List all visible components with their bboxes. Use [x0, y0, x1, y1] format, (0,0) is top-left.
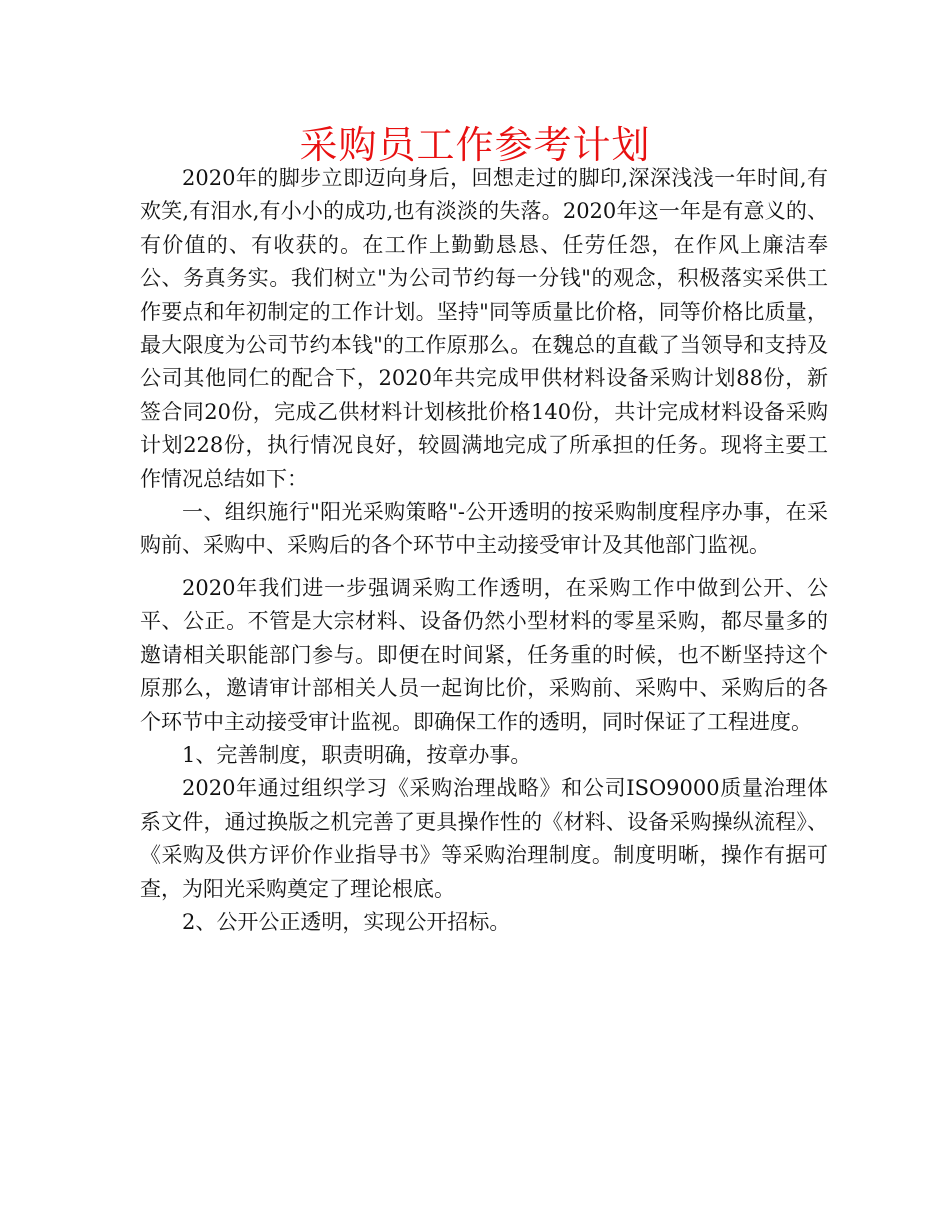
document-title: 采购员工作参考计划: [299, 123, 651, 167]
paragraph-item-two-heading: 2、公开公正透明，实现公开招标。: [182, 909, 511, 934]
paragraph-transparency: 2020年我们进一步强调采购工作透明，在采购工作中做到公开、公平、公正。不管是大宗材料、设备仍然小型材料的零星采购，都尽量多的邀请相关职能部门参与。即便在时间紧，任务重的时候，也不断坚持这个原那么，邀请审计部相关人员一起询比价，采购前、采购中、采购后的各个环节中主动接受审计监视。即确保工作的透明，同时保证了工程进度。: [140, 575, 828, 734]
paragraph-system-docs: 2020年通过组织学习《采购治理战略》和公司ISO9000质量治理体系文件，通过换版之机完善了更具操作性的《材料、设备采购操纵流程》、《采购及供方评价作业指导书》等采购治理制度。制度明晰，操作有据可查，为阳光采购奠定了理论根底。: [140, 776, 828, 901]
paragraph-intro: 2020年的脚步立即迈向身后，回想走过的脚印,深深浅浅一年时间,有欢笑,有泪水,有小小的成功,也有淡淡的失落。2020年这一年是有意义的、有价值的、有收获的。在工作上勤勤恳恳、任劳任怨，在作风上廉洁奉公、务真务实。我们树立"为公司节约每一分钱"的观念，积极落实采供工作要点和年初制定的工作计划。坚持"同等质量比价格，同等价格比质量，最大限度为公司节约本钱"的工作原那么。在魏总的直截了当领导和支持及公司其他同仁的配合下，2020年共完成甲供材料设备采购计划88份，新签合同20份，完成乙供材料计划核批价格140份，共计完成材料设备采购计划228份，执行情况良好，较圆满地完成了所承担的任务。现将主要工作情况总结如下：: [140, 166, 828, 491]
paragraph-item-one-heading: 1、完善制度，职责明确，按章办事。: [182, 742, 532, 767]
paragraph-section-one-heading: 一、组织施行"阳光采购策略"-公开透明的按采购制度程序办事，在采购前、采购中、采购后的各个环节中主动接受审计及其他部门监视。: [140, 500, 828, 558]
document-body: [140, 162, 828, 939]
